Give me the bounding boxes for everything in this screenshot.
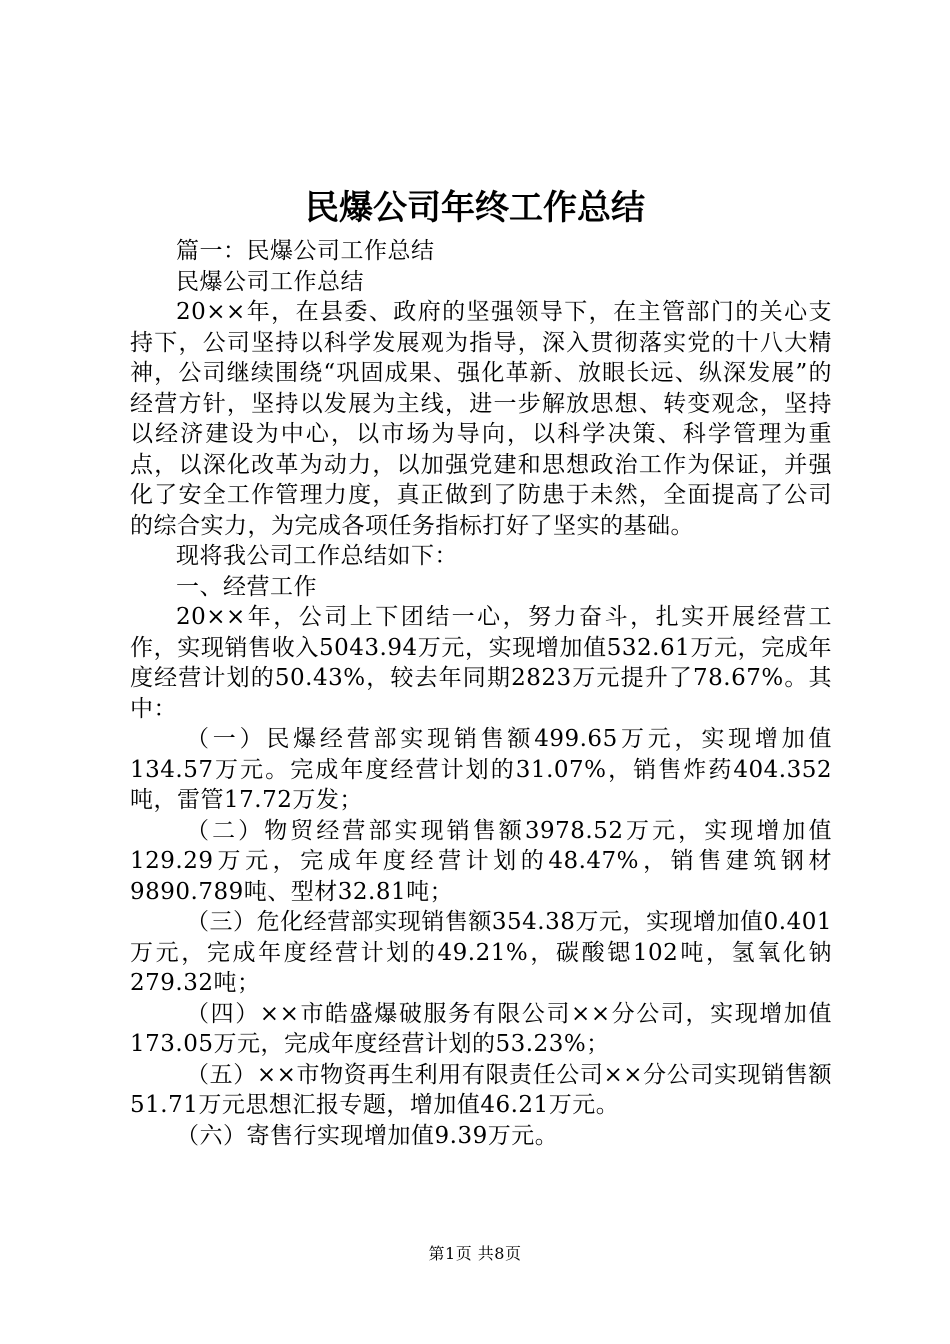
document-title: 民爆公司年终工作总结 bbox=[305, 188, 645, 228]
section-heading: 一、经营工作 bbox=[176, 573, 317, 600]
list-item: （三）危化经营部实现销售额354.38万元，实现增加值0.401万元，完成年度经营计划的49.21%，碳酸锶102吨，氢氧化钠279.32吨； bbox=[130, 909, 832, 996]
body-paragraph: 20××年，公司上下团结一心，努力奋斗，扎实开展经营工作，实现销售收入5043.94万元，实现增加值532.61万元，完成年度经营计划的50.43%，较去年同期2823万元提升了78.67%。其中： bbox=[130, 604, 832, 722]
section-heading: 篇一：民爆公司工作总结 bbox=[176, 238, 435, 264]
list-item: （二）物贸经营部实现销售额3978.52万元，实现增加值129.29万元，完成年度经营计划的48.47%，销售建筑钢材9890.789吨、型材32.81吨； bbox=[130, 817, 832, 905]
list-item: （六）寄售行实现增加值9.39万元。 bbox=[176, 1122, 559, 1149]
list-item: （四）××市皓盛爆破服务有限公司××分公司，实现增加值173.05万元，完成年度经营计划的53.23%； bbox=[130, 1000, 832, 1057]
body-paragraph: 现将我公司工作总结如下： bbox=[176, 543, 458, 569]
document-body bbox=[130, 236, 832, 1151]
subtitle: 民爆公司工作总结 bbox=[176, 268, 364, 295]
page-number: 第1页 共8页 bbox=[428, 1244, 522, 1263]
body-paragraph: 20××年，在县委、政府的坚强领导下，在主管部门的关心支持下，公司坚持以科学发展观为指导，深入贯彻落实党的十八大精神，公司继续围绕“巩固成果、强化革新、放眼长远、纵深发展”的经营方针，坚持以发展为主线，进一步解放思想、转变观念，坚持以经济建设为中心，以市场为导向，以科学决策、科学管理为重点，以深化改革为动力，以加强党建和思想政治工作为保证，并强化了安全工作管理力度，真正做到了防患于未然，全面提高了公司的综合实力，为完成各项任务指标打好了坚实的基础。 bbox=[130, 299, 832, 539]
list-item: （五）××市物资再生利用有限责任公司××分公司实现销售额51.71万元思想汇报专题，增加值46.21万元。 bbox=[130, 1061, 832, 1118]
list-item: （一）民爆经营部实现销售额499.65万元，实现增加值134.57万元。完成年度经营计划的31.07%，销售炸药404.352吨，雷管17.72万发； bbox=[130, 726, 832, 813]
